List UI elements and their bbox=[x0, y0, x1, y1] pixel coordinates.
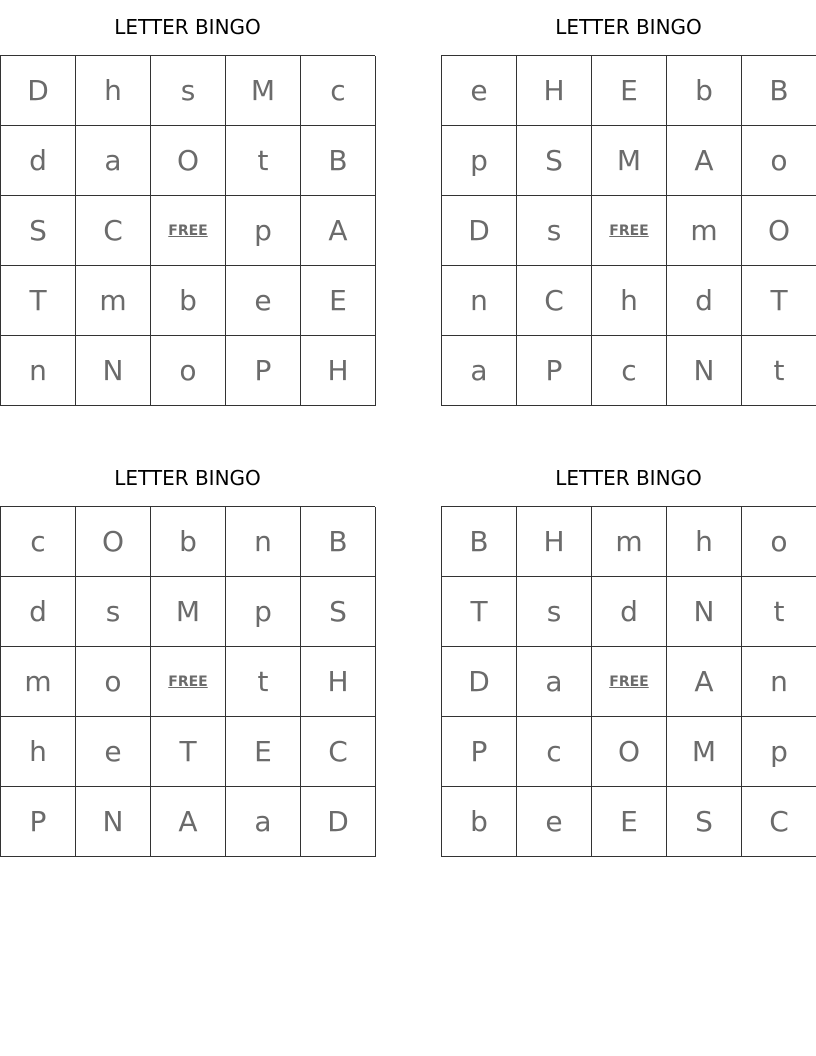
bingo-cell: T bbox=[1, 266, 76, 336]
bingo-cell: T bbox=[151, 717, 226, 787]
card-title: LETTER BINGO bbox=[114, 15, 261, 39]
bingo-cell: b bbox=[667, 56, 742, 126]
bingo-cell: h bbox=[76, 56, 151, 126]
bingo-grid bbox=[0, 506, 375, 857]
bingo-cell: b bbox=[442, 787, 517, 857]
free-space: FREE bbox=[592, 196, 667, 266]
bingo-grid bbox=[0, 55, 375, 406]
bingo-cell: M bbox=[592, 126, 667, 196]
bingo-cell: o bbox=[742, 507, 816, 577]
bingo-cell: m bbox=[592, 507, 667, 577]
bingo-cell: H bbox=[301, 336, 376, 406]
free-space: FREE bbox=[151, 196, 226, 266]
bingo-cell: O bbox=[742, 196, 816, 266]
bingo-cell: D bbox=[1, 56, 76, 126]
bingo-cell: t bbox=[226, 647, 301, 717]
bingo-cell: h bbox=[667, 507, 742, 577]
bingo-cell: C bbox=[742, 787, 816, 857]
free-space: FREE bbox=[592, 647, 667, 717]
bingo-cell: E bbox=[301, 266, 376, 336]
bingo-cell: M bbox=[667, 717, 742, 787]
bingo-cell: n bbox=[226, 507, 301, 577]
bingo-cell: e bbox=[76, 717, 151, 787]
bingo-cell: A bbox=[667, 126, 742, 196]
bingo-cell: d bbox=[1, 577, 76, 647]
bingo-cell: p bbox=[226, 577, 301, 647]
bingo-cell: E bbox=[592, 787, 667, 857]
bingo-cell: e bbox=[226, 266, 301, 336]
bingo-cell: t bbox=[742, 577, 816, 647]
bingo-cell: O bbox=[151, 126, 226, 196]
bingo-cell: H bbox=[301, 647, 376, 717]
bingo-cell: b bbox=[151, 266, 226, 336]
bingo-cell: m bbox=[1, 647, 76, 717]
bingo-cell: a bbox=[76, 126, 151, 196]
bingo-cell: p bbox=[226, 196, 301, 266]
bingo-cell: P bbox=[517, 336, 592, 406]
bingo-cell: n bbox=[442, 266, 517, 336]
bingo-cell: d bbox=[1, 126, 76, 196]
bingo-cell: d bbox=[667, 266, 742, 336]
bingo-cell: n bbox=[1, 336, 76, 406]
bingo-cell: o bbox=[151, 336, 226, 406]
bingo-cell: D bbox=[442, 196, 517, 266]
bingo-cell: d bbox=[592, 577, 667, 647]
bingo-cell: H bbox=[517, 56, 592, 126]
bingo-cell: S bbox=[301, 577, 376, 647]
bingo-cell: A bbox=[301, 196, 376, 266]
bingo-cell: D bbox=[301, 787, 376, 857]
bingo-cell: c bbox=[1, 507, 76, 577]
card-title: LETTER BINGO bbox=[555, 15, 702, 39]
bingo-cell: A bbox=[667, 647, 742, 717]
bingo-cell: h bbox=[592, 266, 667, 336]
bingo-cell: T bbox=[442, 577, 517, 647]
bingo-cell: o bbox=[76, 647, 151, 717]
bingo-cell: B bbox=[742, 56, 816, 126]
bingo-cell: p bbox=[442, 126, 517, 196]
bingo-cell: s bbox=[151, 56, 226, 126]
card-title: LETTER BINGO bbox=[114, 466, 261, 490]
bingo-cell: N bbox=[76, 787, 151, 857]
bingo-cell: S bbox=[517, 126, 592, 196]
bingo-cell: N bbox=[667, 577, 742, 647]
bingo-cell: h bbox=[1, 717, 76, 787]
bingo-cell: b bbox=[151, 507, 226, 577]
bingo-cell: M bbox=[226, 56, 301, 126]
bingo-cell: a bbox=[517, 647, 592, 717]
bingo-cell: a bbox=[226, 787, 301, 857]
bingo-cell: e bbox=[442, 56, 517, 126]
bingo-cell: O bbox=[76, 507, 151, 577]
bingo-cell: B bbox=[301, 126, 376, 196]
bingo-cell: P bbox=[226, 336, 301, 406]
bingo-cell: A bbox=[151, 787, 226, 857]
bingo-cell: o bbox=[742, 126, 816, 196]
bingo-cell: T bbox=[742, 266, 816, 336]
bingo-cell: t bbox=[226, 126, 301, 196]
bingo-cell: c bbox=[301, 56, 376, 126]
bingo-cell: P bbox=[442, 717, 517, 787]
bingo-cell: P bbox=[1, 787, 76, 857]
bingo-cell: m bbox=[667, 196, 742, 266]
bingo-cell: N bbox=[667, 336, 742, 406]
bingo-cell: a bbox=[442, 336, 517, 406]
bingo-cell: S bbox=[667, 787, 742, 857]
bingo-cell: s bbox=[517, 196, 592, 266]
bingo-cell: t bbox=[742, 336, 816, 406]
bingo-cell: M bbox=[151, 577, 226, 647]
bingo-cell: S bbox=[1, 196, 76, 266]
bingo-cell: O bbox=[592, 717, 667, 787]
bingo-cell: E bbox=[592, 56, 667, 126]
bingo-cell: s bbox=[517, 577, 592, 647]
bingo-cell: e bbox=[517, 787, 592, 857]
bingo-cell: B bbox=[442, 507, 517, 577]
bingo-cell: N bbox=[76, 336, 151, 406]
bingo-cell: E bbox=[226, 717, 301, 787]
bingo-grid bbox=[441, 55, 816, 406]
bingo-cell: m bbox=[76, 266, 151, 336]
card-title: LETTER BINGO bbox=[555, 466, 702, 490]
bingo-cell: B bbox=[301, 507, 376, 577]
bingo-cell: p bbox=[742, 717, 816, 787]
bingo-cell: H bbox=[517, 507, 592, 577]
bingo-cell: s bbox=[76, 577, 151, 647]
bingo-cell: C bbox=[517, 266, 592, 336]
bingo-grid bbox=[441, 506, 816, 857]
bingo-cell: n bbox=[742, 647, 816, 717]
bingo-cell: C bbox=[301, 717, 376, 787]
bingo-cell: D bbox=[442, 647, 517, 717]
bingo-cell: C bbox=[76, 196, 151, 266]
bingo-cell: c bbox=[592, 336, 667, 406]
free-space: FREE bbox=[151, 647, 226, 717]
bingo-cell: c bbox=[517, 717, 592, 787]
